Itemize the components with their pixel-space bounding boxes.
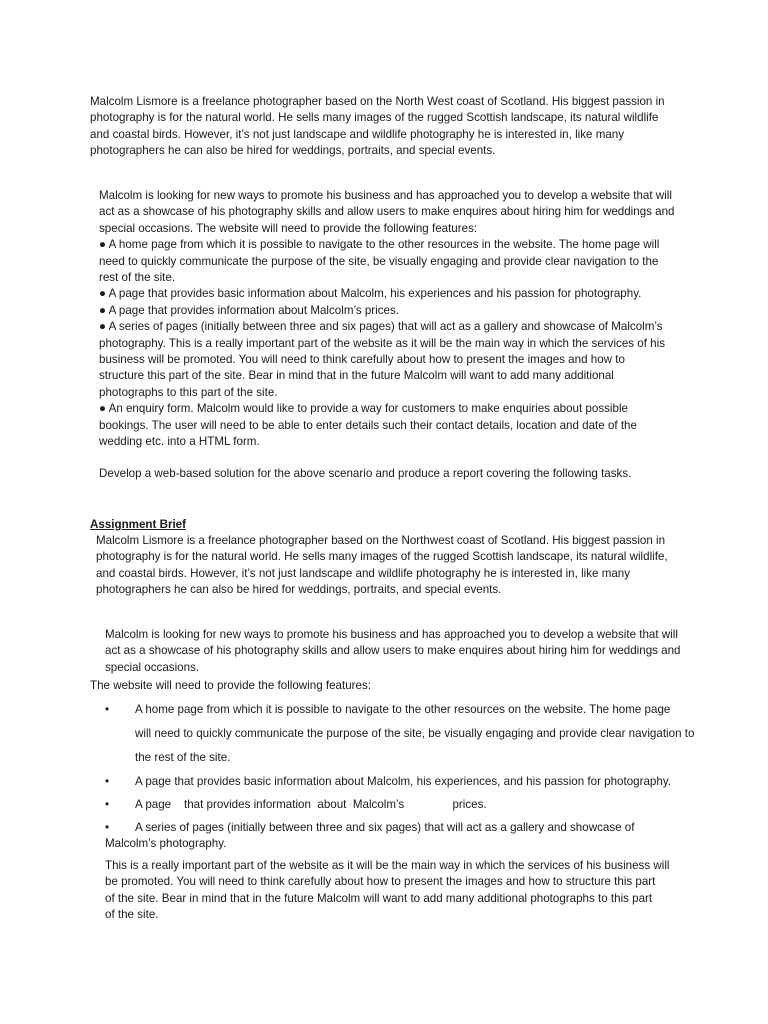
bullet-icon: • <box>105 775 110 788</box>
brief-line: rest of the site. <box>99 271 176 285</box>
intro-paragraph <box>90 94 665 160</box>
gallery-line: This is a really important part of the website as it will be the main way in which the services of his business will <box>105 859 670 872</box>
features-line: The website will need to provide the following features: <box>90 679 371 692</box>
assignment-brief-heading: Assignment Brief <box>90 518 186 531</box>
feature-bullet-continuation: Malcolm’s photography. <box>105 837 227 850</box>
task-line: Develop a web-based solution for the above scenario and produce a report covering the following tasks. <box>99 467 632 480</box>
feature-bullet-text: A page that provides information about Malcolm’s prices. <box>135 798 487 811</box>
brief-line: structure this part of the site. Bear in mind that in the future Malcolm will want to add many additional <box>99 369 614 383</box>
assignment-promo-paragraph <box>105 627 681 676</box>
feature-bullet-about <box>105 774 705 792</box>
brief-line: act as a showcase of his photography skills and allow users to make enquires about hiring him for weddings and <box>99 205 675 219</box>
brief-line: special occasions. The website will need to provide the following features: <box>99 221 478 235</box>
brief-line: need to quickly communicate the purpose of the site, be visually engaging and provide clear navigation to the <box>99 254 659 268</box>
feature-bullet-text: A series of pages (initially between three and six pages) that will act as a gallery and showcase of <box>135 821 635 834</box>
assignment-intro-line: photography is for the natural world. He sells many images of the rugged Scottish landscape, its natural wildlife, <box>96 550 668 564</box>
feature-bullet-prices <box>105 797 705 815</box>
brief-bullet-line: ● An enquiry form. Malcolm would like to provide a way for customers to make enquiries about possible <box>99 402 628 416</box>
gallery-paragraph <box>105 858 669 924</box>
assignment-promo-line: Malcolm is looking for new ways to promote his business and has approached you to develop a website that will <box>105 628 678 641</box>
brief-line: photographs to this part of the site. <box>99 385 278 399</box>
first-brief-paragraph <box>99 188 675 451</box>
bullet-icon: • <box>105 798 110 811</box>
gallery-line: of the site. <box>105 908 159 922</box>
feature-bullet-continuation: the rest of the site. <box>135 751 231 764</box>
assignment-promo-line: special occasions. <box>105 660 200 674</box>
assignment-intro-line: and coastal birds. However, it’s not just landscape and wildlife photography he is interested in, like many <box>96 566 631 580</box>
assignment-intro-line: Malcolm Lismore is a freelance photographer based on the Northwest coast of Scotland. His biggest passion in <box>96 534 666 547</box>
assignment-intro-paragraph <box>96 533 668 599</box>
brief-line: wedding etc. into a HTML form. <box>99 435 260 449</box>
brief-line: Malcolm is looking for new ways to promote his business and has approached you to develop a website that will <box>99 189 672 202</box>
intro-line: and coastal birds. However, it’s not just landscape and wildlife photography he is interested in, like many <box>90 127 625 141</box>
assignment-promo-line: act as a showcase of his photography skills and allow users to make enquires about hiring him for weddings and <box>105 644 681 658</box>
intro-line: photography is for the natural world. He sells many images of the rugged Scottish landscape, its natural wildlife <box>90 111 659 125</box>
brief-bullet-line: ● A page that provides basic information about Malcolm, his experiences and his passion for photography. <box>99 287 642 301</box>
brief-line: bookings. The user will need to be able to enter details such their contact details, location and date of the <box>99 418 637 432</box>
bullet-icon: • <box>105 821 110 834</box>
assignment-intro-line: photographers he can also be hired for weddings, portraits, and special events. <box>96 583 502 597</box>
gallery-line: be promoted. You will need to think carefully about how to present the images and how to structure this part <box>105 875 656 889</box>
brief-bullet-line: ● A series of pages (initially between three and six pages) that will act as a gallery and showcase of Malcolm’s <box>99 320 663 334</box>
brief-line: photography. This is a really important part of the website as it will be the main way in which the services of his <box>99 336 665 350</box>
gallery-line: of the site. Bear in mind that in the future Malcolm will want to add many additional photographs to this part <box>105 891 653 905</box>
feature-bullet-continuation: will need to quickly communicate the purpose of the site, be visually engaging and provide clear navigation to <box>135 727 695 740</box>
brief-bullet-line: ● A page that provides information about Malcolm’s prices. <box>99 303 400 317</box>
intro-line: photographers he can also be hired for weddings, portraits, and special events. <box>90 144 496 158</box>
feature-bullet-text: A page that provides basic information about Malcolm, his experiences, and his passion for photography. <box>135 775 671 788</box>
intro-line: Malcolm Lismore is a freelance photographer based on the North West coast of Scotland. His biggest passion in <box>90 95 665 108</box>
brief-bullet-line: ● A home page from which it is possible to navigate to the other resources in the website. The home page will <box>99 238 660 252</box>
bullet-icon: • <box>105 703 110 716</box>
brief-line: business will be promoted. You will need to think carefully about how to present the images and how to <box>99 353 625 367</box>
feature-bullet-text: A home page from which it is possible to navigate to the other resources on the website. The home page <box>135 703 671 716</box>
